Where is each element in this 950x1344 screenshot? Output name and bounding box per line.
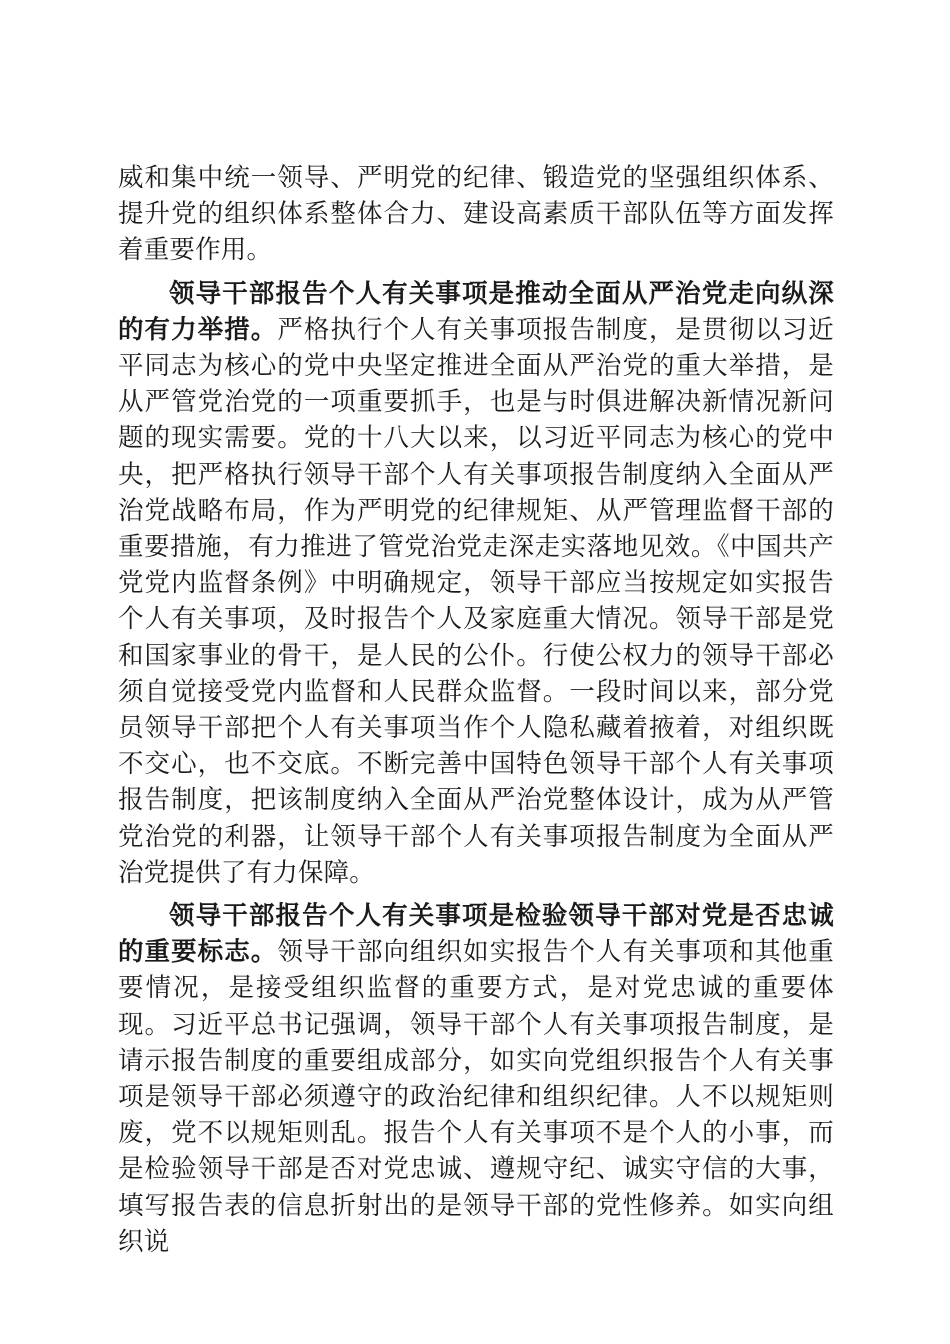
paragraph-body: 威和集中统一领导、严明党的纪律、锻造党的坚强组织体系、提升党的组织体系整体合力、建设高素质干部队伍等方面发挥着重要作用。: [118, 163, 834, 266]
paragraph-strict-governance: [118, 276, 834, 891]
paragraph-continuation: [118, 160, 834, 269]
paragraph-lead-heading: 领导干部报告个人有关事项是检验领导干部对党是否忠诚的重要标志。: [118, 901, 834, 968]
paragraph-loyalty-test: [118, 898, 834, 1260]
paragraph-lead-heading: 领导干部报告个人有关事项是推动全面从严治党走向纵深的有力举措。: [118, 278, 834, 345]
paragraph-body: 严格执行个人有关事项报告制度，是贯彻以习近平同志为核心的党中央坚定推进全面从严治党的重大举措，是从严管党治党的一项重要抓手，也是与时俱进解决新情况新问题的现实需要。党的十八大以来，以习近平同志为核心的党中央，把严格执行领导干部个人有关事项报告制度纳入全面从严治党战略布局，作为严明党的纪律规矩、从严管理监督干部的重要措施，有力推进了管党治党走深走实落地见效。《中国共产党党内监督条例》中明确规定，领导干部应当按规定如实报告个人有关事项，及时报告个人及家庭重大情况。领导干部是党和国家事业的骨干，是人民的公仆。行使公权力的领导干部必须自觉接受党内监督和人民群众监督。一段时间以来，部分党员领导干部把个人有关事项当作个人隐私藏着掖着，对组织既不交心，也不交底。不断完善中国特色领导干部个人有关事项报告制度，把该制度纳入全面从严治党整体设计，成为从严管党治党的利器，让领导干部个人有关事项报告制度为全面从严治党提供了有力保障。: [118, 314, 835, 888]
document-page: [118, 160, 834, 1260]
paragraph-body: 领导干部向组织如实报告个人有关事项和其他重要情况，是接受组织监督的重要方式，是对党忠诚的重要体现。习近平总书记强调，领导干部个人有关事项报告制度，是请示报告制度的重要组成部分，如实向党组织报告个人有关事项是领导干部必须遵守的政治纪律和组织纪律。人不以规矩则废，党不以规矩则乱。报告个人有关事项不是个人的小事，而是检验领导干部是否对党忠诚、遵规守纪、诚实守信的大事，填写报告表的信息折射出的是领导干部的党性修养。如实向组织说: [118, 937, 835, 1257]
